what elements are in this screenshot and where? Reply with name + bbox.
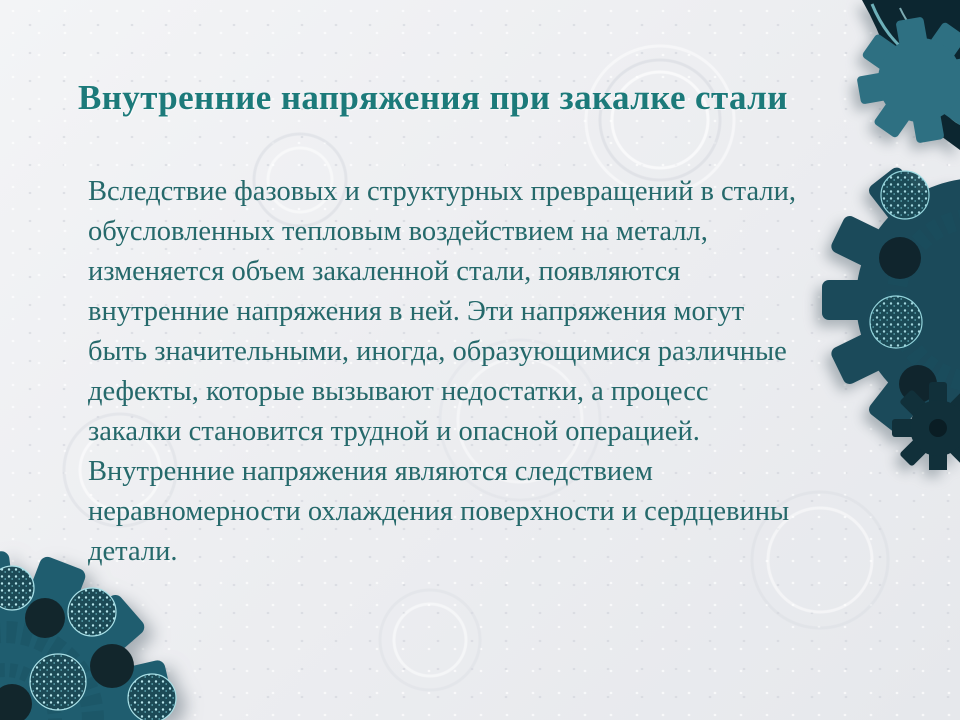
- body-text-line: Вследствие фазовых и структурных превращений в стали,: [88, 176, 796, 207]
- gear-icon: [0, 550, 176, 720]
- body-text-line: детали.: [88, 536, 178, 567]
- body-text-line: изменяется объем закаленной стали, появляются: [88, 256, 681, 287]
- body-text-block: [88, 172, 888, 572]
- body-text-line: Внутренние напряжения являются следствием: [88, 456, 653, 487]
- slide-title: Внутренние напряжения при закалке стали: [78, 78, 788, 117]
- body-text-line: внутренние напряжения в ней. Эти напряжения могут: [88, 296, 745, 327]
- gear-icon: [892, 382, 960, 470]
- body-text-line: закалки становится трудной и опасной операцией.: [88, 416, 700, 447]
- body-text-line: обусловленных тепловым воздействием на металл,: [88, 216, 708, 247]
- gear-icon: [862, 0, 960, 150]
- body-text-line: дефекты, которые вызывают недостатки, а процесс: [88, 376, 709, 407]
- body-text-line: быть значительными, иногда, образующимися различные: [88, 336, 787, 367]
- body-text-line: неравномерности охлаждения поверхности и сердцевины: [88, 496, 790, 527]
